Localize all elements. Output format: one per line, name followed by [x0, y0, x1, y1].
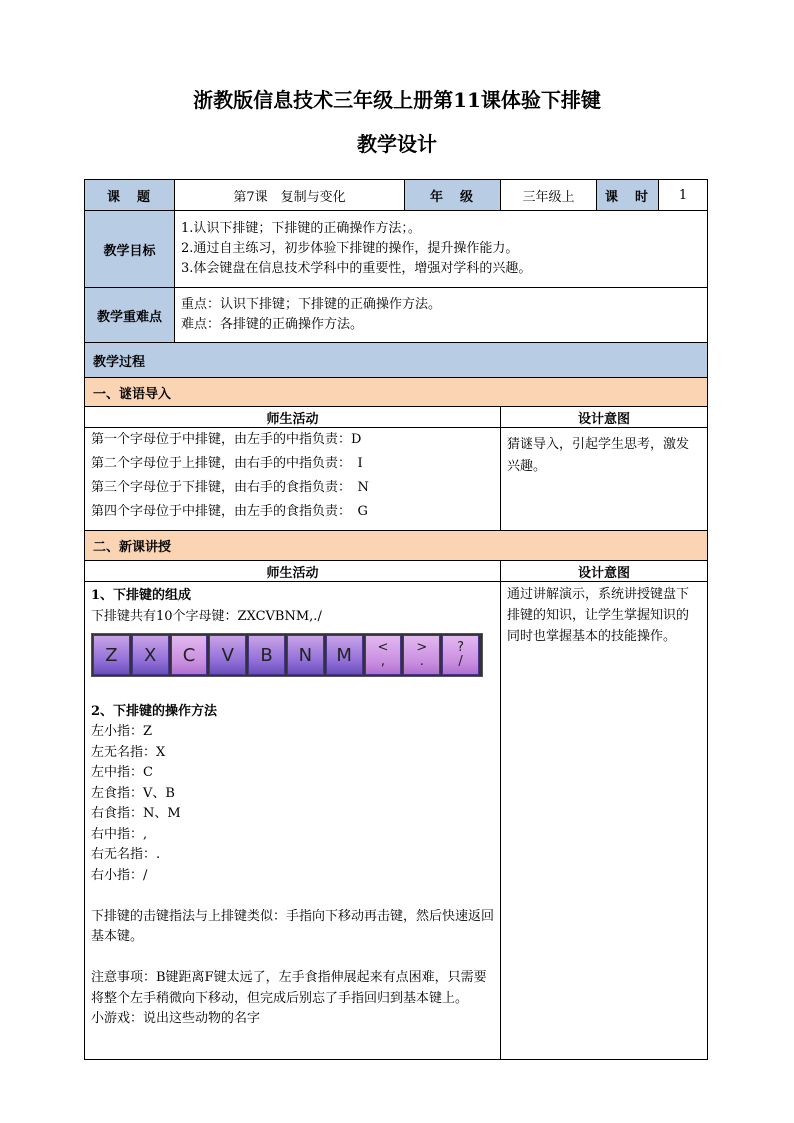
sub2-title: 2、下排键的操作方法	[91, 703, 218, 719]
section1-heading: 一、谜语导入	[85, 378, 708, 407]
key-cap: N	[287, 635, 324, 675]
topic-value: 第7课 复制与变化	[175, 180, 405, 211]
key-cap: Z	[93, 635, 130, 675]
game-line: 小游戏：说出这些动物的名字	[91, 1011, 261, 1026]
goal-item: 3.体会键盘在信息技术学科中的重要性，增强对学科的兴趣。	[181, 261, 532, 276]
section1-header-row	[85, 407, 708, 428]
keypoints-row	[85, 288, 708, 343]
finger-line: 左小指：Z	[91, 724, 153, 739]
note-paragraph: 注意事项：B键距离F键太远了，左手食指伸展起来有点困难，只需要将整个左手稍微向下移动，但完成后别忘了手指回归到基本键上。	[91, 970, 487, 1006]
section2-heading: 二、新课讲授	[85, 531, 708, 561]
keypoints-content	[175, 288, 708, 343]
finger-line: 右食指：N、M	[91, 806, 181, 821]
key-cap	[403, 635, 440, 675]
keypoints-label: 教学重难点	[85, 288, 175, 343]
hours-value: 1	[659, 180, 708, 211]
finger-line: 右小指：/	[91, 867, 148, 883]
goals-row	[85, 211, 708, 288]
section2-activity-header: 师生活动	[85, 561, 501, 582]
key-top-symbol: >	[416, 640, 428, 655]
section1-intent: 猜谜导入，引起学生思考，激发兴趣。	[501, 428, 708, 531]
grade-label: 年 级	[405, 180, 501, 211]
key-cap: X	[132, 635, 169, 675]
lesson-plan-table	[84, 179, 708, 1060]
info-row	[85, 180, 708, 211]
keypoint-item: 重点：认识下排键；下排键的正确操作方法。	[181, 297, 442, 312]
key-cap: C	[171, 635, 208, 675]
section2-content-row	[85, 582, 708, 1060]
document-subtitle: 教学设计	[357, 132, 437, 156]
section1-row	[85, 378, 708, 407]
document-title: 浙教版信息技术三年级上册第11课体验下排键	[193, 88, 601, 112]
topic-label: 课 题	[85, 180, 175, 211]
sub1-text: 下排键共有10个字母键：ZXCVBNM,./	[91, 608, 322, 624]
hours-label: 课 时	[597, 180, 659, 211]
goals-content	[175, 211, 708, 288]
section2-row	[85, 531, 708, 561]
key-top-symbol: ?	[457, 640, 465, 655]
finger-line: 左食指：V、B	[91, 785, 175, 801]
section1-intent-header: 设计意图	[501, 407, 708, 428]
key-cap: M	[326, 635, 363, 675]
section1-activity-header: 师生活动	[85, 407, 501, 428]
goals-label: 教学目标	[85, 211, 175, 288]
keypoint-item: 难点：各排键的正确操作方法。	[181, 317, 364, 332]
goal-item: 2.通过自主练习，初步体验下排键的操作，提升操作能力。	[181, 241, 519, 256]
key-cap	[365, 635, 402, 675]
grade-value: 三年级上	[501, 180, 597, 211]
key-cap	[442, 635, 479, 675]
riddle-line: 第二个字母位于上排键，由右手的中指负责： I	[91, 456, 363, 471]
goal-item: 1.认识下排键；下排键的正确操作方法；。	[181, 221, 421, 236]
riddle-line: 第三个字母位于下排键，由右手的食指负责： N	[91, 480, 369, 495]
key-cap: B	[248, 635, 285, 675]
finger-line: 左中指：C	[91, 765, 153, 780]
key-cap: V	[209, 635, 246, 675]
sub1-title: 1、下排键的组成	[91, 588, 192, 603]
keyboard-bottom-row-image	[91, 633, 483, 677]
section1-content-row	[85, 428, 708, 531]
finger-line: 左无名指：X	[91, 744, 166, 760]
section2-intent-header: 设计意图	[501, 561, 708, 582]
finger-line: 右中指：,	[91, 826, 148, 842]
section2-intent: 通过讲解演示，系统讲授键盘下排键的知识，让学生掌握知识的同时也掌握基本的技能操作。	[501, 582, 708, 1060]
key-bottom-symbol: .	[419, 654, 424, 669]
finger-line: 右无名指：.	[91, 847, 161, 862]
key-top-symbol: <	[377, 640, 389, 655]
key-bottom-symbol: /	[458, 654, 463, 669]
process-heading: 教学过程	[85, 343, 708, 378]
section2-header-row	[85, 561, 708, 582]
riddle-line: 第一个字母位于中排键，由左手的中指负责：D	[91, 432, 362, 447]
method-paragraph: 下排键的击键指法与上排键类似：手指向下移动再击键，然后快速返回基本键。	[91, 908, 495, 944]
process-row	[85, 343, 708, 378]
section1-activity	[85, 428, 501, 531]
riddle-line: 第四个字母位于中排键，由左手的食指负责： G	[91, 504, 368, 519]
key-bottom-symbol: ,	[380, 654, 386, 669]
section2-activity	[85, 582, 501, 1060]
